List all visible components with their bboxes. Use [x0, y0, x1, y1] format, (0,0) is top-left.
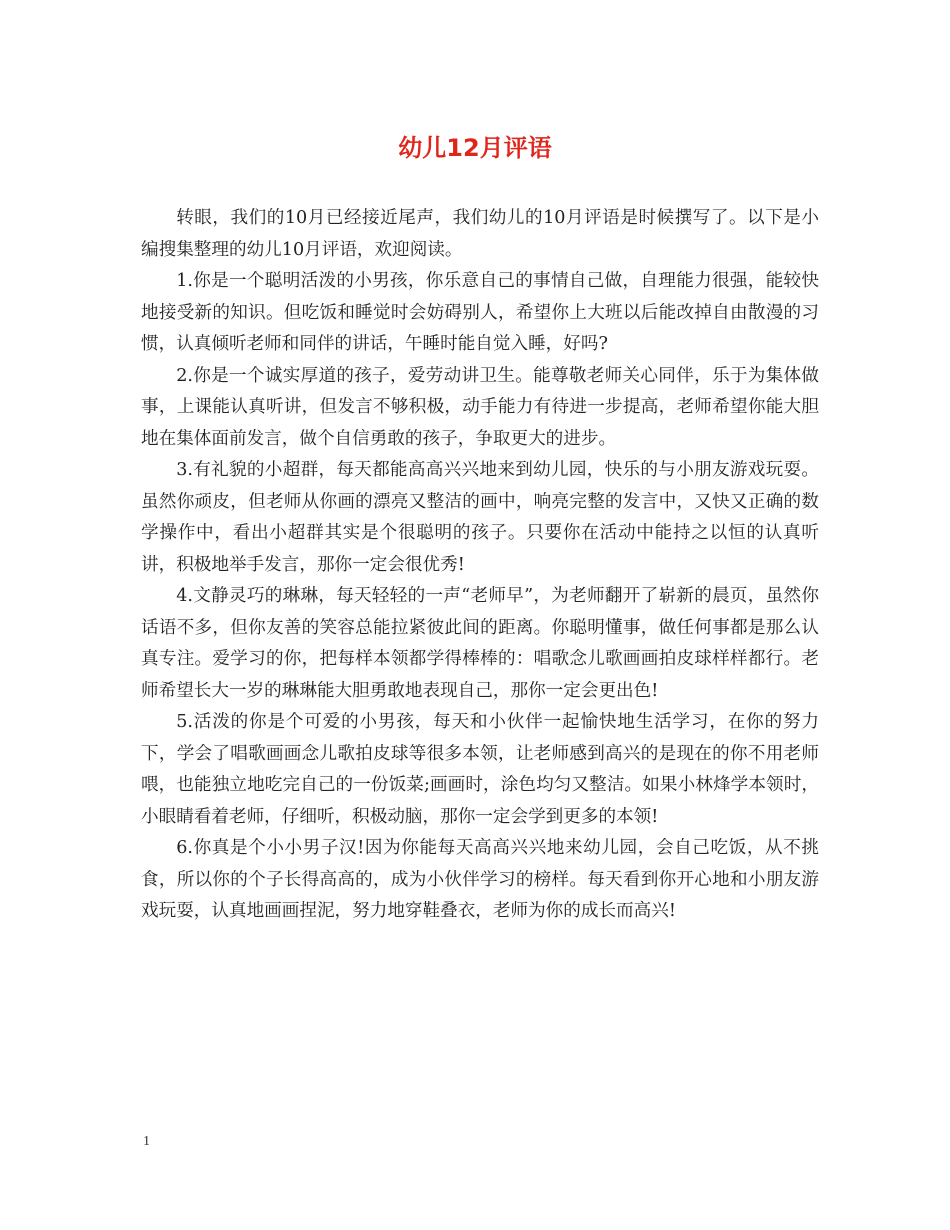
comment-paragraph-3: 3.有礼貌的小超群，每天都能高高兴兴地来到幼儿园，快乐的与小朋友游戏玩耍。虽然你顽皮，但老师从你画的漂亮又整洁的画中，响亮完整的发言中，又快又正确的数学操作中，看出小超群其实是个很聪明的孩子。只要你在活动中能持之以恒的认真听讲，积极地举手发言，那你一定会很优秀! — [141, 460, 819, 575]
page-number: 1 — [143, 1134, 150, 1149]
intro-paragraph: 转眼，我们的10月已经接近尾声，我们幼儿的10月评语是时候撰写了。以下是小编搜集整理的幼儿10月评语，欢迎阅读。 — [141, 208, 819, 260]
comment-paragraph-6: 6.你真是个小小男子汉!因为你能每天高高兴兴地来幼儿园，会自己吃饭，从不挑食，所以你的个子长得高高的，成为小伙伴学习的榜样。每天看到你开心地和小朋友游戏玩耍，认真地画画捏泥，努力地穿鞋叠衣，老师为你的成长而高兴! — [141, 838, 819, 921]
comment-paragraph-5: 5.活泼的你是个可爱的小男孩，每天和小伙伴一起愉快地生活学习，在你的努力下，学会了唱歌画画念儿歌拍皮球等很多本领，让老师感到高兴的是现在的你不用老师喂，也能独立地吃完自己的一份饭菜;画画时，涂色均匀又整洁。如果小林烽学本领时，小眼睛看着老师，仔细听，积极动脑，那你一定会学到更多的本领! — [141, 712, 819, 827]
document-body — [141, 203, 819, 928]
comment-paragraph-2: 2.你是一个诚实厚道的孩子，爱劳动讲卫生。能尊敬老师关心同伴，乐于为集体做事，上课能认真听讲，但发言不够积极，动手能力有待进一步提高，老师希望你能大胆地在集体面前发言，做个自信勇敢的孩子，争取更大的进步。 — [141, 365, 819, 449]
comment-paragraph-1: 1.你是一个聪明活泼的小男孩，你乐意自己的事情自己做，自理能力很强，能较快地接受新的知识。但吃饭和睡觉时会妨碍别人，希望你上大班以后能改掉自由散漫的习惯，认真倾听老师和同伴的讲话，午睡时能自觉入睡，好吗? — [141, 271, 819, 354]
document-title: 幼儿12月评语 — [398, 134, 552, 162]
comment-paragraph-4: 4.文静灵巧的琳琳，每天轻轻的一声“老师早”，为老师翻开了崭新的晨页，虽然你话语不多，但你友善的笑容总能拉紧彼此间的距离。你聪明懂事，做任何事都是那么认真专注。爱学习的你，把每样本领都学得棒棒的：唱歌念儿歌画画拍皮球样样都行。老师希望长大一岁的琳琳能大胆勇敢地表现自己，那你一定会更出色! — [141, 586, 819, 701]
